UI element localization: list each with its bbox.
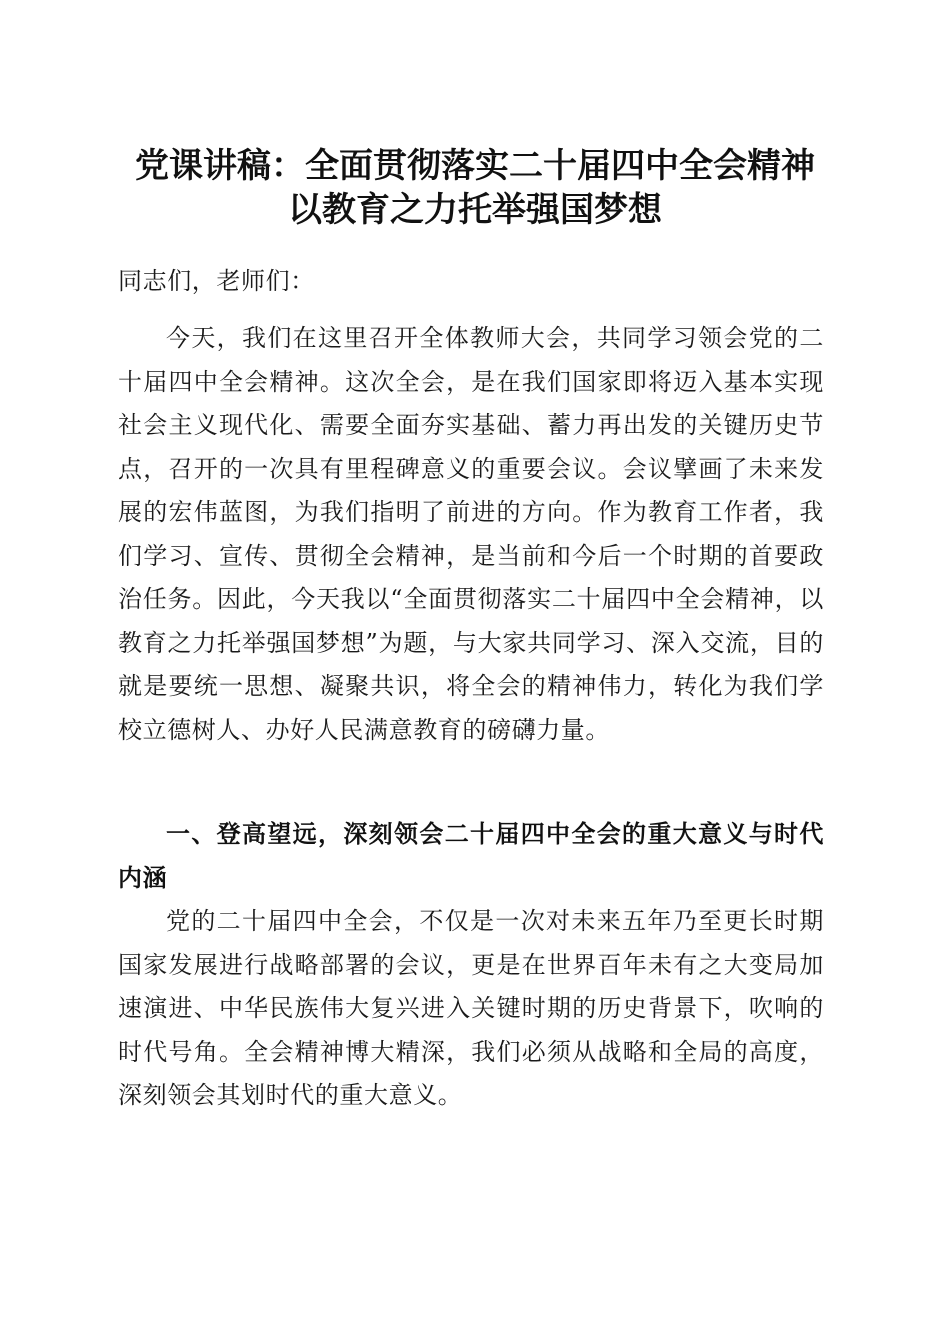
document-title-line-2: 以教育之力托举强国梦想 xyxy=(288,190,662,230)
document-title-line-1: 党课讲稿：全面贯彻落实二十届四中全会精神 xyxy=(135,146,815,186)
section-heading-1: 一、登高望远，深刻领会二十届四中全会的重大意义与时代内涵 xyxy=(118,820,824,892)
paragraph-section-1: 党的二十届四中全会，不仅是一次对未来五年乃至更长时期国家发展进行战略部署的会议，更是在世界百年未有之大变局加速演进、中华民族伟大复兴进入关键时期的历史背景下，吹响的时代号角。全会精神博大精深，我们必须从战略和全局的高度，深刻领会其划时代的重大意义。 xyxy=(118,907,824,1109)
salutation: 同志们，老师们： xyxy=(118,267,315,295)
paragraph-intro: 今天，我们在这里召开全体教师大会，共同学习领会党的二十届四中全会精神。这次全会，是在我们国家即将迈入基本实现社会主义现代化、需要全面夯实基础、蓄力再出发的关键历史节点，召开的一次具有里程碑意义的重要会议。会议擘画了未来发展的宏伟蓝图，为我们指明了前进的方向。作为教育工作者，我们学习、宣传、贯彻全会精神，是当前和今后一个时期的首要政治任务。因此，今天我以“全面贯彻落实二十届四中全会精神，以教育之力托举强国梦想”为题，与大家共同学习、深入交流，目的就是要统一思想、凝聚共识，将全会的精神伟力，转化为我们学校立德树人、办好人民满意教育的磅礴力量。 xyxy=(118,324,824,744)
